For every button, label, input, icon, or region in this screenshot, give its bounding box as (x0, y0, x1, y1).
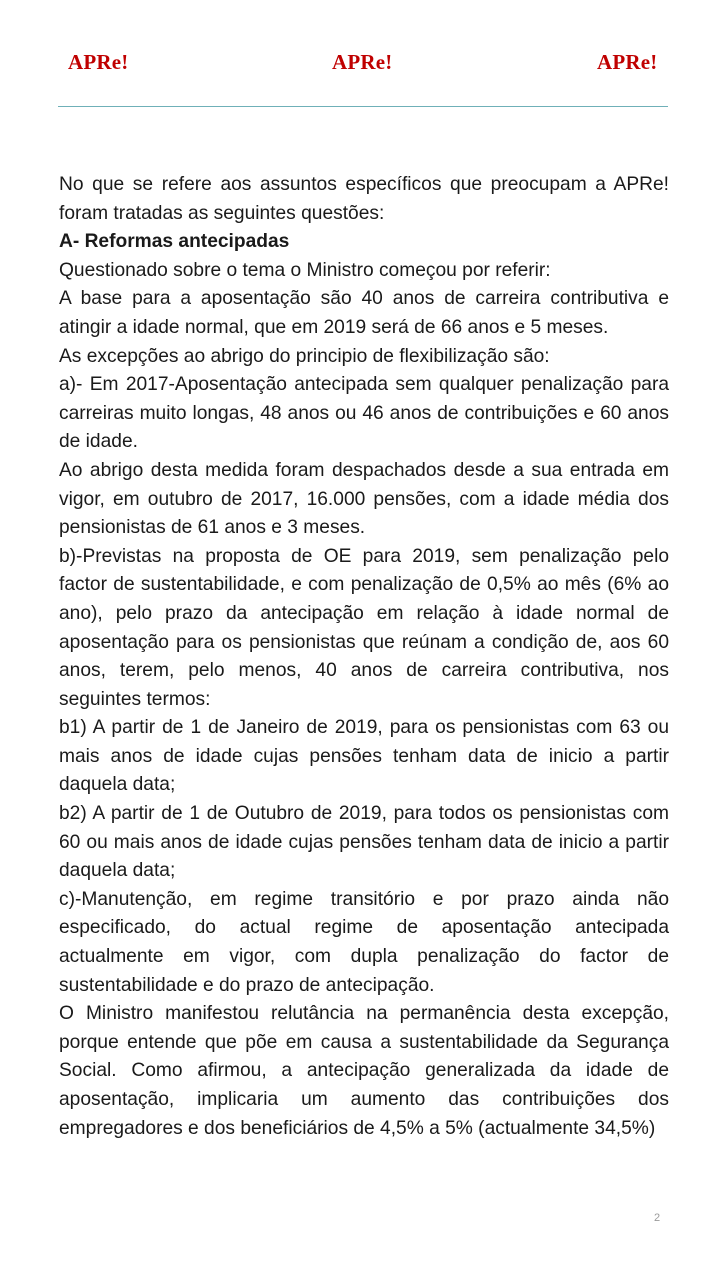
page-number: 2 (654, 1212, 661, 1224)
paragraph-3: As excepções ao abrigo do principio de flexibilização são: (59, 345, 550, 367)
paragraph-7: b1) A partir de 1 de Janeiro de 2019, para os pensionistas com 63 ou mais anos de idade cujas pensões tenham data de inicio a partir daquela data; (59, 717, 669, 796)
header-divider (58, 106, 668, 107)
paragraph-4: a)- Em 2017-Aposentação antecipada sem qualquer penalização para carreiras muito longas, 48 anos ou 46 anos de contribuições e 60 anos de idade. (59, 374, 669, 453)
section-heading: A- Reformas antecipadas (59, 231, 290, 253)
paragraph-1: Questionado sobre o tema o Ministro começou por referir: (59, 259, 551, 281)
paragraph-2: A base para a aposentação são 40 anos de carreira contributiva e atingir a idade normal, que em 2019 será de 66 anos e 5 meses. (59, 288, 669, 338)
document-body (59, 171, 669, 1143)
intro-paragraph: No que se refere aos assuntos específicos que preocupam a APRe! foram tratadas as seguintes questões: (59, 174, 669, 224)
paragraph-8: b2) A partir de 1 de Outubro de 2019, para todos os pensionistas com 60 ou mais anos de idade cujas pensões tenham data de inicio a partir daquela data; (59, 803, 669, 882)
brand-logo-center: APRe! (332, 50, 393, 74)
paragraph-6: b)-Previstas na proposta de OE para 2019, sem penalização pelo factor de sustentabilidade, e com penalização de 0,5% ao mês (6% ao ano), pelo prazo da antecipação em relação à idade normal de aposentação para os pensionistas que reúnam a condição de, aos 60 anos, terem, pelo menos, 40 anos de carreira contributiva, nos seguintes termos: (59, 545, 669, 710)
brand-logo-left: APRe! (68, 50, 129, 74)
paragraph-9: c)-Manutenção, em regime transitório e por prazo ainda não especificado, do actual regime de aposentação antecipada actualmente em vigor, com dupla penalização do factor de sustentabilidade e do prazo de antecipação. (59, 888, 669, 996)
brand-logo-right: APRe! (597, 50, 658, 74)
page-header (0, 50, 720, 80)
paragraph-5: Ao abrigo desta medida foram despachados desde a sua entrada em vigor, em outubro de 2017, 16.000 pensões, com a idade média dos pensionistas de 61 anos e 3 meses. (59, 459, 669, 539)
paragraph-10: O Ministro manifestou relutância na permanência desta excepção, porque entende que põe em causa a sustentabilidade da Segurança Social. Como afirmou, a antecipação generalizada da idade de aposentação, implicaria um aumento das contribuições dos empregadores e dos beneficiários de 4,5% a 5% (actualmente 34,5%) (59, 1003, 669, 1139)
